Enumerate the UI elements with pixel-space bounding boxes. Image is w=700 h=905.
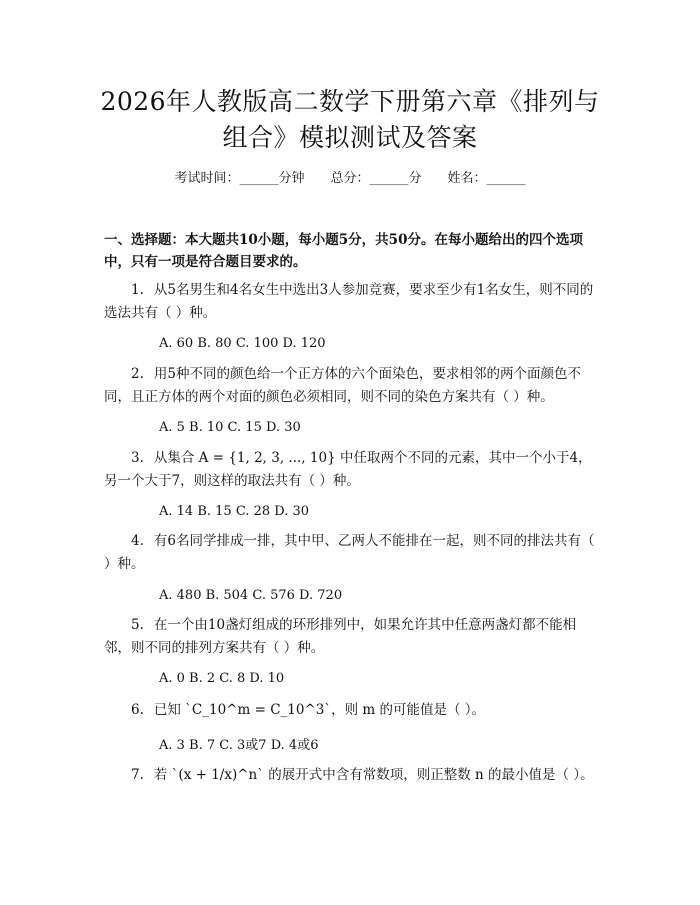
student-name-field: 姓名：______ [447, 171, 526, 186]
question-4-options: A. 480 B. 504 C. 576 D. 720 [159, 588, 343, 603]
question-number: 6. [131, 702, 144, 718]
question-6-options: A. 3 B. 7 C. 3或7 D. 4或6 [159, 738, 319, 753]
question-6 [104, 699, 602, 722]
question-number: 7. [131, 767, 144, 783]
total-score-field: 总分：______分 [330, 171, 422, 186]
question-5 [104, 614, 602, 660]
question-number: 4. [131, 533, 144, 549]
question-text: 已知 `C_10^m = C_10^3`，则 m 的可能值是（ ）。 [153, 702, 486, 718]
question-number: 2. [131, 366, 144, 382]
question-text: 用5种不同的颜色给一个正方体的六个面染色，要求相邻的两个面颜色不同，且正方体的两个对面的颜色必须相同，则不同的染色方案共有（ ）种。 [104, 366, 581, 405]
question-4 [104, 530, 602, 576]
question-2 [104, 363, 602, 409]
question-number: 3. [131, 450, 144, 466]
question-7 [104, 764, 602, 787]
question-5-options: A. 0 B. 2 C. 8 D. 10 [159, 671, 285, 686]
question-text: 从集合 A = {1, 2, 3, ..., 10} 中任取两个不同的元素，其中一个小于4，另一个大于7，则这样的取法共有（ ）种。 [104, 450, 592, 489]
question-text: 有6名同学排成一排，其中甲、乙两人不能排在一起，则不同的排法共有（ ）种。 [104, 533, 595, 572]
question-2-options: A. 5 B. 10 C. 15 D. 30 [159, 420, 301, 435]
question-1 [104, 279, 602, 325]
document-title-line-2: 组合》模拟测试及答案 [222, 123, 478, 152]
question-text: 从5名男生和4名女生中选出3人参加竞赛，要求至少有1名女生，则不同的选法共有（ ）种。 [104, 282, 594, 321]
question-number: 1. [131, 282, 144, 298]
question-1-options: A. 60 B. 80 C. 100 D. 120 [159, 336, 326, 351]
section-heading-multiple-choice: 一、选择题：本大题共10小题，每小题5分，共50分。在每小题给出的四个选项中，只有一项是符合题目要求的。 [104, 232, 583, 270]
question-3 [104, 447, 602, 493]
question-text: 若 `(x + 1/x)^n` 的展开式中含有常数项，则正整数 n 的最小值是（ ）。 [153, 767, 594, 783]
question-3-options: A. 14 B. 15 C. 28 D. 30 [159, 504, 310, 519]
document-title-line-1: 2026年人教版高二数学下册第六章《排列与 [100, 87, 600, 116]
exam-info-line [0, 170, 700, 188]
question-number: 5. [131, 617, 144, 633]
exam-time-field: 考试时间：______分钟 [174, 171, 305, 186]
question-text: 在一个由10盏灯组成的环形排列中，如果允许其中任意两盏灯都不能相邻，则不同的排列方案共有（ ）种。 [104, 617, 577, 656]
